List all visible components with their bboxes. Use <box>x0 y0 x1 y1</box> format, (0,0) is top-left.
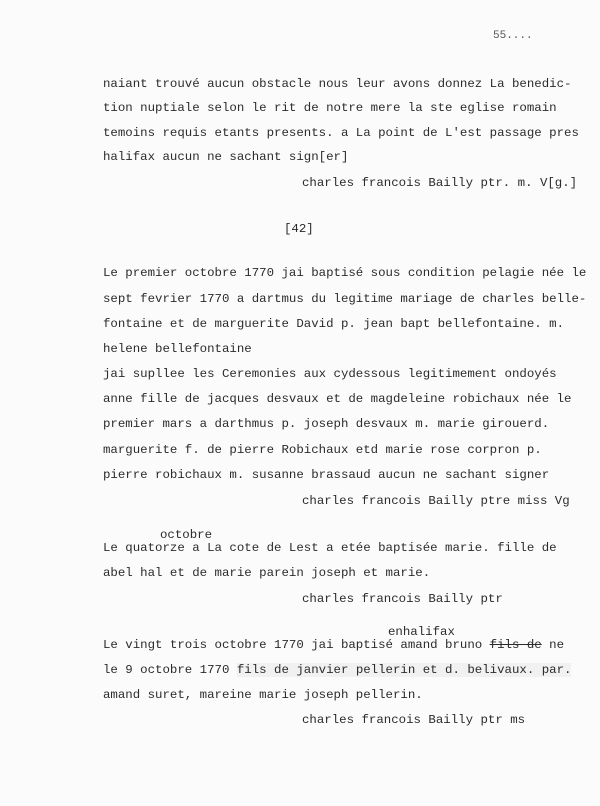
entry2-line-5: pierre robichaux m. susanne brassaud aucun ne sachant signer <box>103 468 550 482</box>
entry4-line-3: amand suret, mareine marie joseph pellerin. <box>103 688 423 702</box>
entry4-line-1 <box>103 638 564 652</box>
entry2-line-4: marguerite f. de pierre Robichaux etd marie rose corpron p. <box>103 443 542 457</box>
entry3-line-2: abel hal et de marie parein joseph et marie. <box>103 566 431 580</box>
section-number: [42] <box>284 222 314 236</box>
intro-line-2: tion nuptiale selon le rit de notre mere la ste eglise romain <box>103 101 557 115</box>
entry2-signature: charles francois Bailly ptre miss Vg <box>302 494 570 508</box>
entry4-line-2 <box>103 663 571 677</box>
entry2-line-3: premier mars a darthmus p. joseph desvaux m. marie girouerd. <box>103 417 550 431</box>
entry1-line-4: helene bellefontaine <box>103 342 252 356</box>
entry3-insertion: octobre <box>160 528 213 542</box>
entry4-line-1-text: Le vingt trois octobre 1770 jai baptisé amand bruno <box>103 638 490 652</box>
intro-line-4: halifax aucun ne sachant sign[er] <box>103 150 349 164</box>
entry4-line-2-text: le 9 octobre 1770 <box>103 663 237 677</box>
entry4-line-1-end: ne <box>541 638 565 652</box>
intro-line-1: naiant trouvé aucun obstacle nous leur avons donnez La benedic- <box>103 77 572 91</box>
page-number: 55.... <box>493 30 533 42</box>
entry2-line-2: anne fille de jacques desvaux et de magdeleine robichaux née le <box>103 392 572 406</box>
entry4-signature: charles francois Bailly ptr ms <box>302 713 526 727</box>
entry1-line-3: fontaine et de marguerite David p. jean bapt bellefontaine. m. <box>103 317 565 331</box>
struck-text: fils de <box>489 638 542 652</box>
highlighted-text: fils de janvier pellerin et d. belivaux. par. <box>236 663 572 677</box>
entry3-signature: charles francois Bailly ptr <box>302 592 503 606</box>
entry1-line-1: Le premier octobre 1770 jai baptisé sous condition pelagie née le <box>103 266 587 280</box>
entry3-line-1: Le quatorze a La cote de Lest a etée baptisée marie. fille de <box>103 541 557 555</box>
entry4-insertion: enhalifax <box>388 625 455 639</box>
intro-signature: charles francois Bailly ptr. m. V[g.] <box>302 176 578 190</box>
entry1-line-2: sept fevrier 1770 a dartmus du legitime mariage de charles belle- <box>103 292 587 306</box>
entry2-line-1: jai supllee les Ceremonies aux cydessous legitimement ondoyés <box>103 367 557 381</box>
intro-line-3: temoins requis etants presents. a La point de L'est passage pres <box>103 126 579 140</box>
